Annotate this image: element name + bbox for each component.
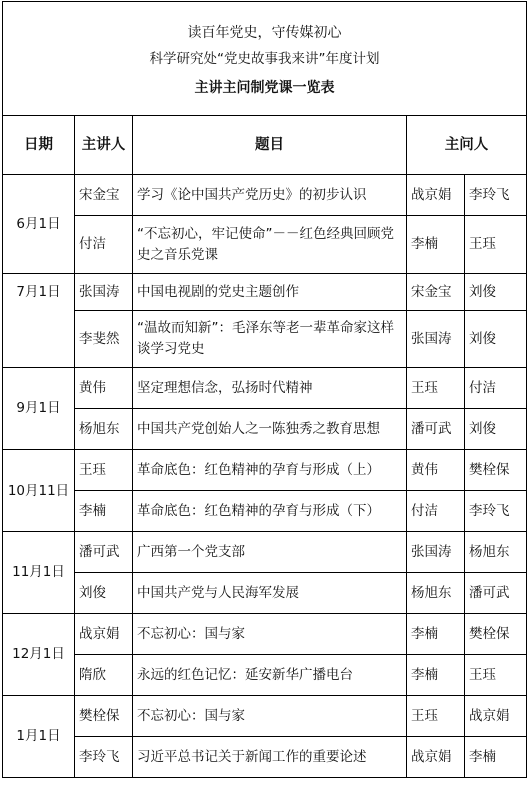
- table-title: 主讲主问制党课一览表: [194, 79, 335, 96]
- column-header-row: [3, 116, 527, 175]
- topic-cell: 不忘初心：国与家: [133, 614, 407, 655]
- host-cell: 王珏: [407, 368, 465, 409]
- table-row: [3, 175, 527, 216]
- date-cell: 9月1日: [3, 368, 75, 450]
- host-cell: 李楠: [465, 737, 527, 778]
- host-cell: 杨旭东: [465, 532, 527, 573]
- speaker-cell: 隋欣: [75, 655, 133, 696]
- topic-cell: 中国电视剧的党史主题创作: [133, 274, 407, 311]
- host-cell: 付洁: [465, 368, 527, 409]
- host-cell: 李楠: [407, 614, 465, 655]
- host-cell: 王珏: [407, 696, 465, 737]
- table-row: [3, 696, 527, 737]
- topic-cell: “温故而知新”：毛泽东等老一辈革命家这样谈学习党史: [133, 311, 407, 368]
- title-line-2: 科学研究处“党史故事我来讲”年度计划: [149, 50, 380, 67]
- host-cell: 李玲飞: [465, 175, 527, 216]
- date-cell: 12月1日: [3, 614, 75, 696]
- host-cell: 潘可武: [465, 573, 527, 614]
- title-line-1: 读百年党史，守传媒初心: [187, 24, 342, 41]
- topic-cell: 不忘初心：国与家: [133, 696, 407, 737]
- speaker-cell: 杨旭东: [75, 409, 133, 450]
- topic-cell: 学习《论中国共产党历史》的初步认识: [133, 175, 407, 216]
- speaker-cell: 宋金宝: [75, 175, 133, 216]
- host-cell: 刘俊: [465, 311, 527, 368]
- host-cell: 刘俊: [465, 409, 527, 450]
- topic-cell: 广西第一个党支部: [133, 532, 407, 573]
- topic-cell: 习近平总书记关于新闻工作的重要论述: [133, 737, 407, 778]
- host-cell: 宋金宝: [407, 274, 465, 311]
- host-cell: 樊栓保: [465, 614, 527, 655]
- table-row: [3, 532, 527, 573]
- speaker-cell: 樊栓保: [75, 696, 133, 737]
- speaker-cell: 黄伟: [75, 368, 133, 409]
- table-row: [3, 450, 527, 491]
- table-row: [3, 573, 527, 614]
- speaker-cell: 王珏: [75, 450, 133, 491]
- title-row: [3, 2, 527, 116]
- topic-cell: 中国共产党创始人之一陈独秀之教育思想: [133, 409, 407, 450]
- speaker-cell: 战京娟: [75, 614, 133, 655]
- topic-cell: 永远的红色记忆：延安新华广播电台: [133, 655, 407, 696]
- table-row: [3, 737, 527, 778]
- speaker-cell: 李玲飞: [75, 737, 133, 778]
- topic-column-header: 题目: [133, 116, 407, 175]
- speaker-column-header: 主讲人: [75, 116, 133, 175]
- host-cell: 王珏: [465, 216, 527, 274]
- date-cell: 7月1日: [3, 274, 75, 368]
- host-cell: 樊栓保: [465, 450, 527, 491]
- host-cell: 刘俊: [465, 274, 527, 311]
- host-column-header: 主问人: [407, 116, 527, 175]
- title-block: [3, 2, 527, 116]
- host-cell: 战京娟: [465, 696, 527, 737]
- table-row: [3, 409, 527, 450]
- host-cell: 王珏: [465, 655, 527, 696]
- table-row: [3, 274, 527, 311]
- date-cell: 10月11日: [3, 450, 75, 532]
- table-row: [3, 368, 527, 409]
- date-cell: 6月1日: [3, 175, 75, 274]
- speaker-cell: 李楠: [75, 491, 133, 532]
- host-cell: 李楠: [407, 655, 465, 696]
- host-cell: 杨旭东: [407, 573, 465, 614]
- table-row: [3, 311, 527, 368]
- host-cell: 张国涛: [407, 311, 465, 368]
- speaker-cell: 李斐然: [75, 311, 133, 368]
- host-cell: 张国涛: [407, 532, 465, 573]
- host-cell: 战京娟: [407, 737, 465, 778]
- speaker-cell: 潘可武: [75, 532, 133, 573]
- date-cell: 1月1日: [3, 696, 75, 778]
- speaker-cell: 刘俊: [75, 573, 133, 614]
- topic-cell: 革命底色：红色精神的孕育与形成（下）: [133, 491, 407, 532]
- topic-cell: 革命底色：红色精神的孕育与形成（上）: [133, 450, 407, 491]
- host-cell: 李玲飞: [465, 491, 527, 532]
- table-row: [3, 614, 527, 655]
- date-cell: 11月1日: [3, 532, 75, 614]
- speaker-cell: 张国涛: [75, 274, 133, 311]
- table-row: [3, 491, 527, 532]
- table-row: [3, 216, 527, 274]
- topic-cell: 中国共产党与人民海军发展: [133, 573, 407, 614]
- host-cell: 付洁: [407, 491, 465, 532]
- host-cell: 黄伟: [407, 450, 465, 491]
- lecture-schedule-table: [2, 1, 527, 778]
- topic-cell: “不忘初心，牢记使命”－－红色经典回顾党史之音乐党课: [133, 216, 407, 274]
- host-cell: 潘可武: [407, 409, 465, 450]
- host-cell: 李楠: [407, 216, 465, 274]
- table-row: [3, 655, 527, 696]
- speaker-cell: 付洁: [75, 216, 133, 274]
- topic-cell: 坚定理想信念，弘扬时代精神: [133, 368, 407, 409]
- host-cell: 战京娟: [407, 175, 465, 216]
- date-column-header: 日期: [3, 116, 75, 175]
